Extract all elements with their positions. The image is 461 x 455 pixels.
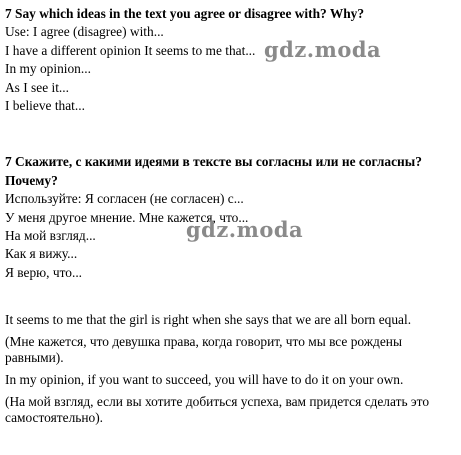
exercise-en-line: In my opinion...: [5, 61, 91, 77]
exercise-ru-line: Как я вижу...: [5, 246, 78, 262]
exercise-ru-line: Я верю, что...: [5, 264, 83, 280]
answer-ru: (На мой взгляд, если вы хотите добиться успеха, вам придется сделать это самостоятельно).: [5, 394, 430, 426]
exercise-ru-heading: 7 Скажите, с какими идеями в тексте вы согласны или не согласны? Почему?: [5, 154, 422, 188]
exercise-en-line: As I see it...: [5, 79, 69, 95]
watermark: gdz.moda: [186, 217, 304, 242]
exercise-ru-line: У меня другое мнение. Мне кажется, что...: [5, 209, 249, 225]
answer-ru: (Мне кажется, что девушка права, когда говорит, что мы все рождены равными).: [5, 334, 402, 366]
exercise-en-line: Use: I agree (disagree) with...: [5, 24, 164, 40]
exercise-en-line: I believe that...: [5, 98, 85, 114]
exercise-en: [5, 5, 457, 115]
spacer: [5, 282, 457, 312]
exercise-ru-line: Используйте: Я согласен (не согласен) с...: [5, 191, 244, 207]
answer-en: In my opinion, if you want to succeed, you will have to do it on your own.: [5, 372, 404, 388]
answer-en: It seems to me that the girl is right when she says that we are all born equal.: [5, 312, 412, 328]
exercise-en-heading: 7 Say which ideas in the text you agree or disagree with? Why?: [5, 6, 365, 21]
answers: [5, 312, 457, 426]
exercise-ru-line: На мой взгляд...: [5, 228, 96, 244]
watermark: gdz.moda: [264, 37, 382, 62]
spacer: [5, 115, 457, 153]
exercise-en-line: I have a different opinion It seems to me that...: [5, 42, 256, 58]
